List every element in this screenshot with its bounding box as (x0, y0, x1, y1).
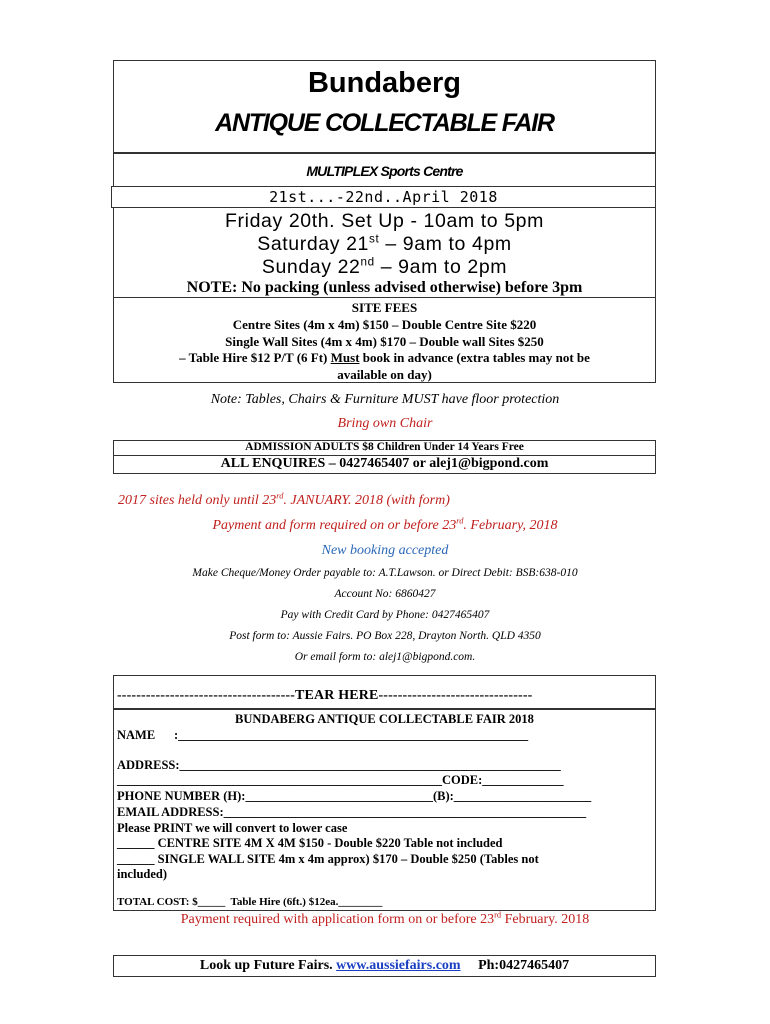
form-title: BUNDABERG ANTIQUE COLLECTABLE FAIR 2018 (235, 712, 534, 726)
address-field[interactable]: ADDRESS:_____________________________________________________________ (117, 758, 561, 772)
tear-here-label: -------------------------------------TEAR HERE-------------------------------- (117, 688, 533, 703)
single-wall-option[interactable]: ______ SINGLE WALL SITE 4m x 4m approx) $170 – Double $250 (Tables not (117, 852, 539, 866)
schedule-box (113, 207, 656, 298)
account-number: Account No: 6860427 (334, 588, 436, 600)
footer-box (113, 955, 656, 977)
sunday-hours: Sunday 22nd – 9am to 2pm (261, 255, 508, 278)
address-code-field[interactable]: ____________________________________________________CODE:_____________ (117, 773, 564, 787)
fees-centre-sites: Centre Sites (4m x 4m) $150 – Double Centre Site $220 (232, 317, 537, 332)
name-field[interactable]: NAME :________________________________________________________ (117, 728, 529, 742)
fair-dates: 21st...-22nd..April 2018 (269, 188, 498, 206)
application-form (113, 708, 656, 911)
packing-note: NOTE: No packing (unless advised otherwise) before 3pm (186, 279, 583, 296)
centre-site-option[interactable]: ______ CENTRE SITE 4M X 4M $150 - Double $220 Table not included (117, 836, 503, 850)
floor-protection-note: Note: Tables, Chairs & Furniture MUST have floor protection (210, 392, 560, 407)
fees-wall-sites: Single Wall Sites (4m x 4m) $170 – Double wall Sites $250 (225, 334, 544, 349)
phone-field[interactable]: PHONE NUMBER (H):______________________________(B):______________________ (117, 789, 592, 803)
enquiries-contact: ALL ENQUIRES – 0427465407 or alej1@bigpond.com (220, 456, 549, 471)
total-cost-field[interactable]: TOTAL COST: $_____ Table Hire (6ft.) $12ea.________ (117, 896, 383, 908)
fees-box (113, 297, 656, 383)
friday-setup: Friday 20th. Set Up - 10am to 5pm (225, 210, 544, 232)
future-fairs-footer: Look up Future Fairs. www.aussiefairs.com Ph:0427465407 (199, 958, 570, 973)
single-wall-option-cont: included) (117, 867, 168, 881)
postal-address: Post form to: Aussie Fairs. PO Box 228, Drayton North. QLD 4350 (229, 630, 541, 642)
saturday-hours: Saturday 21st – 9am to 4pm (257, 232, 512, 255)
title-box (113, 60, 656, 153)
admission-box (113, 440, 656, 456)
enquiries-box (113, 455, 656, 474)
credit-card-phone: Pay with Credit Card by Phone: 0427465407 (280, 609, 490, 621)
fees-availability: available on day) (337, 367, 432, 382)
admission-prices: ADMISSION ADULTS $8 Children Under 14 Years Free (245, 441, 524, 453)
payment-required-note: Payment required with application form on or before 23rd February. 2018 (180, 910, 590, 927)
email-instructions: Or email form to: alej1@bigpond.com. (294, 651, 476, 663)
sites-held-note: 2017 sites held only until 23rd. JANUARY. 2018 (with form) (118, 491, 450, 508)
payment-deadline-note: Payment and form required on or before 23rd. February, 2018 (212, 516, 558, 533)
bring-chair-note: Bring own Chair (337, 416, 433, 431)
cheque-instructions: Make Cheque/Money Order payable to: A.T.Lawson. or Direct Debit: BSB:638-010 (192, 567, 578, 579)
fair-town-title: Bundaberg (307, 67, 462, 99)
new-booking-note: New booking accepted (321, 543, 449, 558)
fair-subtitle: ANTIQUE COLLECTABLE FAIR (215, 109, 554, 137)
venue-name: MULTIPLEX Sports Centre (306, 163, 463, 179)
email-field[interactable]: EMAIL ADDRESS:__________________________________________________________ (117, 805, 587, 819)
venue-box (113, 153, 656, 187)
aussiefairs-link[interactable]: www.aussiefairs.com (336, 958, 461, 973)
fees-table-hire: – Table Hire $12 P/T (6 Ft) Must book in advance (extra tables may not be (179, 350, 590, 365)
fees-heading: SITE FEES (351, 300, 418, 315)
tear-here-strip (113, 675, 656, 708)
print-instruction: Please PRINT we will convert to lower case (117, 821, 348, 835)
dates-box (111, 186, 656, 208)
